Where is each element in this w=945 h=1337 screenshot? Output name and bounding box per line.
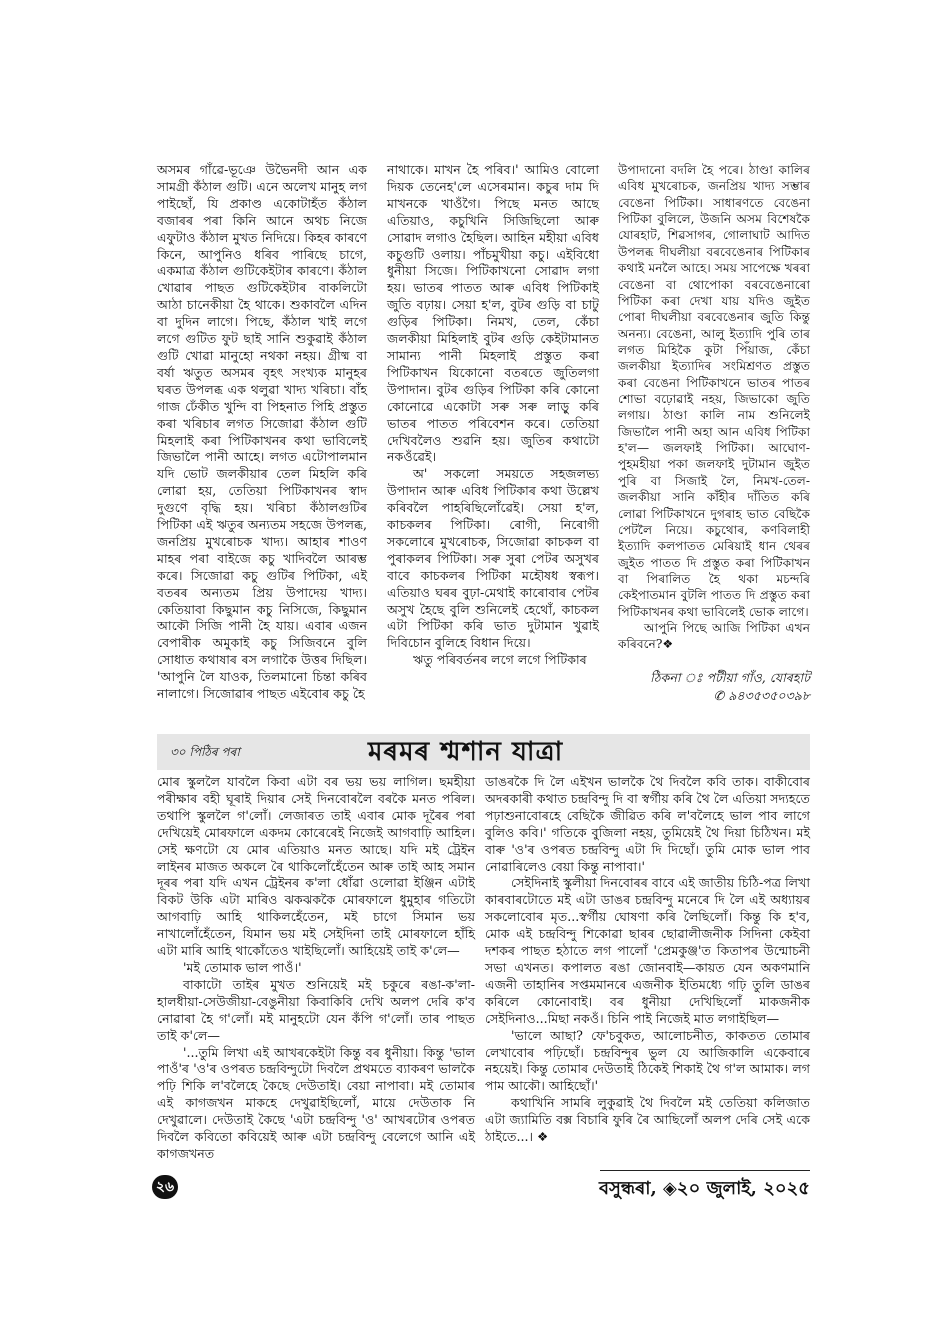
paragraph: মোৰ স্কুললৈ যাবলৈ কিবা এটা বৰ ভয় ভয় লাগিল। ছমহীয়া পৰীক্ষাৰ বহী ঘূৰাই দিয়াৰ সেই দিনবোৰলৈ বৰকৈ মনত পৰিল। তথাপি স্কুললৈ গ'লোঁ। লেজাৰত তাই এবাৰ মোক দূৰৈৰ পৰা দেখিয়েই মোৰফালে একদম কোৰেৰেই নিজেই আগবাঢ়ি আহিল। সেই ক্ষণটো যে মোৰ এতিয়াও মনত আছে। যদি মই ট্ৰেইন লাইনৰ মাজত অকলে ৰৈ থাকিলোঁহেঁতেন আৰু তাই আহ সমান দূৰৰ পৰা যদি এখন ট্ৰেইনৰ ক'লা ধোঁৱা ওলোৱা ইঞ্জিন এটাই বিকট উকি এটা মাৰিও ঝকঝককৈ মোৰফালে ধুমুহাৰ গতিটো আগবাঢ়ি আহি থাকিলহেঁতেন, মই চাগে সিমান ভয় নাখালোঁহেঁতেন, যিমান ভয় মই সেইদিনা তাই মোৰফালে হাঁহি এটা মাৰি আহি থাকোঁতেও খাইছিলোঁ। আহিয়েই তাই ক'লে— xyxy=(157,774,475,959)
author-phone: ✆ ৯৪৩৫৩৫০৩৯৮ xyxy=(713,688,810,703)
publication-footer: বসুন্ধৰা, ◈২০ জুলাই, ২০২৫ xyxy=(599,1178,810,1199)
article2-column-1 xyxy=(157,774,475,1163)
paragraph: কথাখিনি সামৰি লুকুৱাই থৈ দিবলৈ মই তেতিয়া কলিজাত এটা জ্যামিতি বক্স বিচাৰি ফুৰি ৰৈ আছিলোঁ অলপ দেৰি সেই একে ঠাইতে...। ❖ xyxy=(485,1095,810,1145)
paragraph: ডাঙৰকৈ দি লৈ এইখন ভালকৈ থৈ দিবলৈ কবি তাক। বাকীবোৰ অদৰকাৰী কথাত চন্দ্ৰবিন্দু দি বা স্বৰ্গীয় কৰি থৈ লৈ এতিয়া সদ্যহতে পঢ়াশুনাবোৰহে বেছিকৈ জীৱিত কৰি ল'বলৈহে ভাল পাব লাগে বুলিও কবি।' গতিকে বুজিলা নহয়, তুমিয়েই থৈ দিয়া চিঠিখন। মই বাৰু 'ও'ৰ ওপৰত চন্দ্ৰবিন্দু এটা দি দিছোঁ। তুমি মোক ভাল পাব নোৱাৰিলেও বেয়া কিন্তু নাপাবা।' xyxy=(485,774,810,874)
paragraph: অ' সকলো সময়তে সহজলভ্য উপাদান আৰু এবিধ পিটিকাৰ কথা উল্লেখ কৰিবলৈ পাহৰিছিলোঁৱেই। সেয়া হ'ল, কাচকলৰ পিটিকা। ৰোগী, নিৰোগী সকলোৰে মুখৰোচক, সিজোৱা কাচকল বা পুৰাকলৰ পিটিকা। সৰু সুৰা পেটৰ অসুখৰ বাবে কাচকলৰ পিটিকা মহৌষধ স্বৰূপ। এতিয়াও ঘৰৰ বুঢ়া-মেথাই কাৰোবাৰ পেটৰ অসুখ হৈছে বুলি শুনিলেই হেথোঁ, কাচকল এটা পিটিকা কৰি ভাত দুটামান খুৱাই দিবিচোন বুলিহে বিধান দিয়ে। xyxy=(387,466,599,651)
page-number: ২৬ xyxy=(152,1175,178,1199)
footer-rule xyxy=(600,1170,810,1171)
article1-column-1 xyxy=(157,162,367,703)
article-title: মৰমৰ শ্মশান যাত্ৰা xyxy=(368,737,564,767)
paragraph: 'মই তোমাক ভাল পাওঁ।' xyxy=(183,959,302,975)
article2-column-2 xyxy=(485,774,810,1146)
article1-column-3 xyxy=(618,162,810,653)
paragraph: আপুনি পিছে আজি পিটিকা এখন কৰিবনে?❖ xyxy=(618,621,810,652)
paragraph: সেইদিনাই স্কুলীয়া দিনবোৰৰ বাবে এই জাতীয় চিঠি-পত্ৰ লিখা কাৰবাৰটোতে মই এটা ডাঙৰ চন্দ্ৰবিন্দু মনেৰে দি লৈ এই অধ্যায়ৰ সকলোবোৰ মৃত...স্বৰ্গীয় ঘোষণা কৰি লৈছিলোঁ। কিন্তু কি হ'ব, মোক এই চন্দ্ৰবিন্দু শিকোৱা ছাৰৰ ছোৱালীজনীক সিদিনা কেইবা দশকৰ পাছত হঠাতে লগ পালোঁ 'প্ৰেমকুঞ্জ'ত কিতাপৰ উন্মোচনী সভা এখনত। কপালত ৰঙা জোনবাই—কায়ত যেন অকণমানি এজনী তাহানিৰ সপ্তমমানৰে এজনীক ইতিমধ্যে গঢ়ি তুলি ডাঙৰ কৰিলে কোনোবাই। বৰ ধুনীয়া দেখিছিলোঁ মাকজনীক সেইদিনাও...মিছা নকওঁ। চিনি পাই নিজেই মাত লগাইছিল— xyxy=(485,875,810,1026)
paragraph: ঋতু পৰিবৰ্তনৰ লগে লগে পিটিকাৰ xyxy=(413,652,587,668)
article1-column-2 xyxy=(387,162,599,669)
author-address: ঠিকনা ঃ পটীয়া গাঁও, যোৰহাট xyxy=(650,670,810,685)
paragraph: অসমৰ গাঁৱে-ভূঞে উভৈনদী আন এক সামগ্ৰী কঁঠাল গুটি। এনে অলেখ মানুহ লগ পাইছোঁ, যি প্ৰকাণ্ড একোটাহঁত কঁঠাল বজাৰৰ পৰা কিনি আনে অথচ নিজে এফুটাও কঁঠাল মুখত নিদিয়ে। কিহৰ কাৰণে কিনে, আপুনিও ধৰিব পাৰিছে চাগে, একমাত্ৰ কঁঠাল গুটিকেইটাৰ কাৰণে। কঁঠাল খোৱাৰ পাছত গুটিকেইটাৰ বাকলিটো আঠা চানেকীয়া হৈ থাকে। শুকাবলৈ এদিন বা দুদিন লাগে। পিছে, কঁঠাল খাই লগে লগে গুটিত ফুট ছাই সানি শুকুৱাই কঁঠাল গুটি খোৱা মানুহো নথকা নহয়। গ্ৰীষ্ম বা বৰ্ষা ঋতুত অসমৰ বৃহৎ সংখ্যক মানুহৰ ঘৰত উপলব্ধ এক থলুৱা খাদ্য খৰিচা। বাঁহ গাজ ঢেঁকীত খুন্দি বা পিহনাত পিহি প্ৰস্তুত কৰা খৰিচাৰ লগত সিজোৱা কঁঠাল গুটি মিহলাই কৰা পিটিকাখনৰ কথা ভাবিলেই জিভালৈ পানী আহে। লগত এটোপালমান যদি ভোট জলকীয়াৰ তেল মিহলি কৰি লোৱা হয়, তেতিয়া পিটিকাখনৰ স্বাদ দুগুণে বৃদ্ধি হয়। খৰিচা কঁঠালগুটিৰ পিটিকা এই ঋতুৰ অন্যতম সহজে উপলব্ধ, জনপ্ৰিয় মুখৰোচক খাদ্য। আহাৰ শাওণ মাহৰ পৰা বাইজে কচু খাদিবলৈ আৰম্ভ কৰে। সিজোৱা কচু গুটিৰ পিটিকা, এই বতৰৰ অন্যতম প্ৰিয় উপাদেয় খাদ্য। কেতিয়াবা কিছুমান কচু নিসিজে, কিছুমান আকৌ সিজি পানী হৈ যায়। এবাৰ এজন বেপাৰীক অমুকাই কচু সিজিবনে বুলি সোধাত কথাষাৰ ৰস লগাকৈ উত্তৰ দিছিল। 'আপুনি লৈ যাওক, তিলমানো চিন্তা কৰিব নালাগে। সিজোৱাৰ পাছত এইবোৰ কচু হৈ xyxy=(157,162,367,702)
paragraph: নাথাকে। মাখন হৈ পৰিব।' আমিও বোলো দিয়ক তেনেহ'লে এসেৰমান। কচুৰ দাম দি মাখনকে খাওঁগৈ। পিছে মনত আছে এতিয়াও, কচুখিনি সিজিছিলো আৰু সোৱাদ লগাও হৈছিল। আহিন মহীয়া এবিধ কচুগুটি ওলায়। পাঁচমুখীয়া কচু। এইবিধো ধুনীয়া সিজে। পিটিকাখনো সোৱাদ লগা হয়। ভাতৰ পাতত আৰু এবিধ পিটিকাই জুতি বঢ়ায়। সেয়া হ'ল, বুটৰ গুড়ি বা চাটু গুড়িৰ পিটিকা। নিমখ, তেল, কেঁচা জলকীয়া মিহিলাই বুটৰ গুড়ি কেইটামানত সামান্য পানী মিহলাই প্ৰস্তুত কৰা পিটিকাখন যিকোনো বতৰতে জুতিলগা উপাদান। বুটৰ গুড়িৰ পিটিকা কৰি কোনো কোনোৱে একোটা সৰু সৰু লাড়ু কৰি ভাতৰ পাতত পৰিবেশন কৰে। তেতিয়া দেখিবলৈও শুৱনি হয়। জুতিৰ কথাটো নকওঁৱেই। xyxy=(387,162,599,465)
paragraph: উপাদানো বদলি হৈ পৰে। ঠাণ্ডা কালিৰ এবিধ মুখৰোচক, জনপ্ৰিয় খাদ্য সম্ভাৰ বেঙেনা পিটিকা। সাধাৰণতে বেঙেনা পিটিকা বুলিলে, উজনি অসম বিশেষকৈ যোৰহাট, শিৱসাগৰ, গোলাঘাট আদিত উপলব্ধ দীঘলীয়া বৰবেঙেনাৰ পিটিকাৰ কথাই মনলৈ আহে। সময় সাপেক্ষে খৰৰা বেঙেনা বা থোপোকা বৰবেঙেনাৰো পিটিকা কৰা দেখা যায় যদিও জুইত পোৰা দীঘলীয়া বৰবেঙেনাৰ জুতি কিন্তু অনন্য। বেঙেনা, আলু ইত্যাদি পুৰি তাৰ লগত মিহিকৈ কুটা পিঁয়াজ, কেঁচা জলকীয়া ইত্যাদিৰ সংমিশ্ৰণত প্ৰস্তুত কৰা বেঙেনা পিটিকাখনে ভাতৰ পাতৰ শোভা বঢ়োৱাই নহয়, জিভাকো জুতি লগায়। ঠাণ্ডা কালি নাম শুনিলেই জিভালৈ পানী অহা আন এবিধ পিটিকা হ'ল— জলফাই পিটিকা। আঘোণ-পুহমহীয়া পকা জলফাই দুটামান জুইত পুৰি বা সিজাই লৈ, নিমখ-তেল-জলকীয়া সানি কাঁহীৰ দাঁতিত কৰি লোৱা পিটিকাখনে দুগৰাহ ভাত বেছিকৈ পেটলৈ নিয়ে। কচুথোৰ, কণবিলাহী ইত্যাদি কলপাতত মেৰিয়াই ধান থেৰৰ জুইত পাতত দি প্ৰস্তুত কৰা পিটিকাখন বা পিৰালিত হৈ থকা মচন্দৰি কেইপাতমান বুটলি পাতত দি প্ৰস্তুত কৰা পিটিকাখনৰ কথা ভাবিলেই ভোক লাগে। xyxy=(618,163,810,619)
continued-from-label: ৩০ পিঠিৰ পৰা xyxy=(170,745,240,759)
paragraph: 'ভালে আছা? ফে'চবুকত, আলোচনীত, কাকতত তোমাৰ লেখাবোৰ পঢ়িছোঁ। চন্দ্ৰবিন্দুৰ ভুল যে আজিকালি একেবাৰে নহয়েই। কিন্তু তোমাৰ দেউতাই ঠিকেই শিকাই থৈ গ'ল আমাক। লগ পাম আকৌ। আহিছোঁ।' xyxy=(485,1027,810,1094)
paragraph: '...তুমি লিখা এই আখৰকেইটা কিন্তু বৰ ধুনীয়া। কিন্তু 'ভাল পাওঁ'ৰ 'ও'ৰ ওপৰত চন্দ্ৰবিন্দুটো দিবলৈ প্ৰথমতে ব্যাকৰণ ভালকৈ পঢ়ি শিকি ল'বলৈহে কৈছে দেউতাই। বেয়া নাপাবা। মই তোমাৰ এই কাগজখন মাকহে দেখুৱাইছিলোঁ, মায়ে দেউতাক নি দেখুৱালে। দেউতাই কৈছে 'এটা চন্দ্ৰবিন্দু 'ও' আখৰটোৰ ওপৰত দিবলৈ কবিতো কবিয়েই আৰু এটা চন্দ্ৰবিন্দু বেলেগে আনি এই কাগজখনত xyxy=(157,1044,475,1161)
paragraph: বাকাটো তাইৰ মুখত শুনিয়েই মই চকুৰে ৰঙা-ক'লা-হালধীয়া-সেউজীয়া-বেঙুনীয়া কিবাকিবি দেখি অলপ দেৰি ক'ব নোৱাৰা হৈ গ'লোঁ। মই মানুহটো যেন কঁপি গ'লোঁ। তাৰ পাছত তাই ক'লে— xyxy=(157,976,475,1043)
